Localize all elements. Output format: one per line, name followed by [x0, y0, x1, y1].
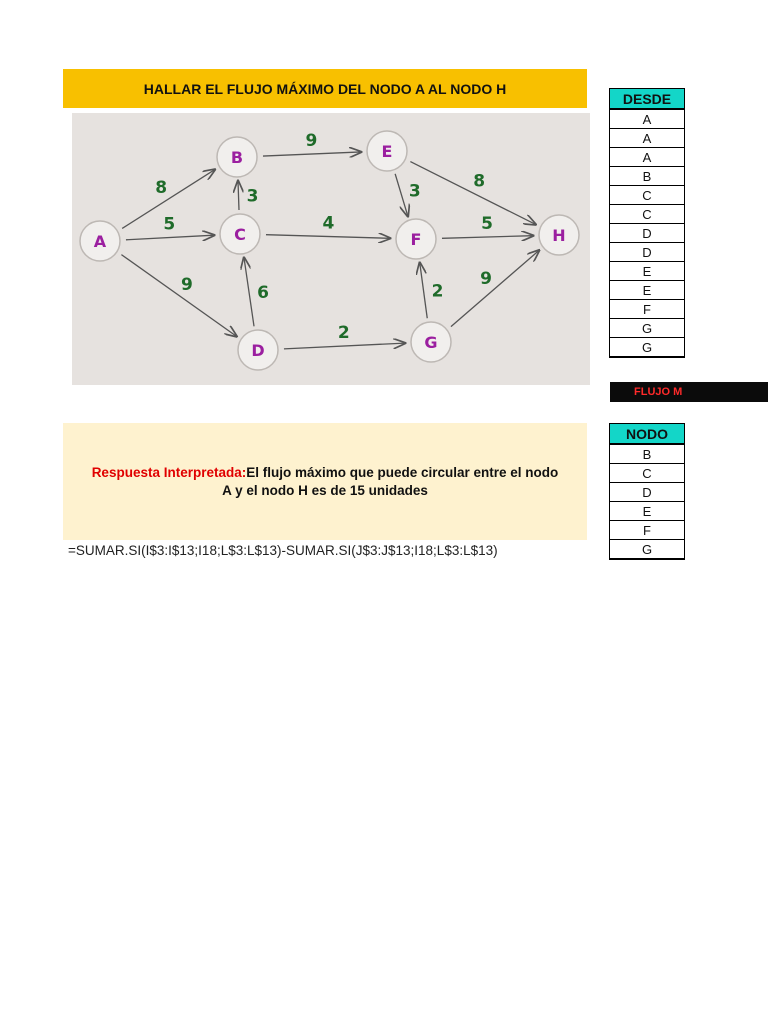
table-cell[interactable]: E [610, 502, 685, 521]
edge-capacity-label: 5 [481, 214, 494, 235]
edge-C-F [266, 235, 390, 239]
answer-box [63, 423, 587, 540]
edge-C-B [238, 181, 239, 210]
table-cell[interactable]: B [610, 167, 685, 186]
table-row [610, 243, 685, 262]
edge-A-D [121, 255, 236, 337]
network-graph [72, 113, 590, 385]
table-row [610, 167, 685, 186]
table-cell[interactable]: C [610, 186, 685, 205]
node-C-label: C [234, 225, 246, 244]
table-row [610, 464, 685, 483]
table-cell[interactable]: A [610, 109, 685, 129]
answer-text-line2: A y el nodo H es de 15 unidades [222, 482, 428, 498]
edge-capacity-label: 5 [163, 214, 176, 235]
nodo-table [609, 423, 685, 560]
table-row [610, 129, 685, 148]
node-E-label: E [381, 142, 393, 161]
table-cell[interactable]: E [610, 281, 685, 300]
edge-capacity-label: 4 [322, 213, 335, 234]
desde-table [609, 88, 685, 358]
answer-label: Respuesta Interpretada: [91, 464, 247, 480]
table-cell[interactable]: D [610, 243, 685, 262]
edge-capacity-label: 3 [408, 181, 421, 202]
edge-capacity-label: 9 [181, 274, 193, 295]
table-cell[interactable]: F [610, 300, 685, 319]
edge-F-H [442, 236, 533, 239]
edge-capacity-label: 2 [431, 281, 444, 302]
formula-text[interactable]: =SUMAR.SI(I$3:I$13;I18;L$3:L$13)-SUMAR.SI(J$3:J$13;I18;L$3:L$13) [68, 543, 498, 558]
sheet-title: HALLAR EL FLUJO MÁXIMO DEL NODO A AL NODO H [63, 69, 587, 108]
table-row [610, 319, 685, 338]
table-cell[interactable]: A [610, 148, 685, 167]
edge-A-C [126, 235, 214, 240]
table-cell[interactable]: F [610, 521, 685, 540]
node-A-label: A [93, 232, 107, 251]
edge-capacity-label: 6 [257, 283, 269, 303]
edge-B-E [263, 152, 361, 156]
table-row [610, 186, 685, 205]
table-row [610, 300, 685, 319]
node-D-label: D [251, 341, 265, 360]
edge-capacity-label: 2 [337, 323, 350, 344]
node-H-label: H [552, 226, 566, 245]
table-cell[interactable]: C [610, 464, 685, 483]
edge-capacity-label: 9 [480, 268, 492, 289]
table-row [610, 224, 685, 243]
table-cell[interactable]: G [610, 319, 685, 338]
table-cell[interactable]: G [610, 540, 685, 560]
edge-D-C [244, 258, 254, 327]
table-row [610, 281, 685, 300]
table-row [610, 109, 685, 129]
table-cell[interactable]: E [610, 262, 685, 281]
table-row [610, 502, 685, 521]
table-row [610, 148, 685, 167]
table-cell[interactable]: C [610, 205, 685, 224]
table-cell[interactable]: D [610, 224, 685, 243]
nodo-header: NODO [610, 424, 685, 445]
table-cell[interactable]: A [610, 129, 685, 148]
table-row [610, 483, 685, 502]
node-F-label: F [410, 230, 422, 249]
answer-text-line1: El flujo máximo que puede circular entre el nodo [246, 464, 559, 480]
node-G-label: G [424, 333, 438, 352]
edge-capacity-label: 8 [473, 171, 486, 192]
edge-G-H [451, 250, 539, 326]
table-cell[interactable]: D [610, 483, 685, 502]
edge-capacity-label: 3 [246, 186, 259, 207]
table-row [610, 205, 685, 224]
table-row [610, 444, 685, 464]
edge-D-G [284, 343, 405, 349]
table-row [610, 540, 685, 560]
table-row [610, 262, 685, 281]
flujo-header-bar: FLUJO M [610, 382, 768, 402]
edge-E-F [395, 174, 408, 216]
table-row [610, 338, 685, 358]
node-B-label: B [230, 148, 244, 167]
table-cell[interactable]: B [610, 444, 685, 464]
table-row [610, 521, 685, 540]
edge-G-F [420, 263, 428, 319]
network-diagram-photo [72, 113, 590, 385]
edge-capacity-label: 9 [305, 131, 318, 152]
table-cell[interactable]: G [610, 338, 685, 358]
desde-header: DESDE [610, 89, 685, 110]
edge-capacity-label: 8 [155, 178, 168, 199]
